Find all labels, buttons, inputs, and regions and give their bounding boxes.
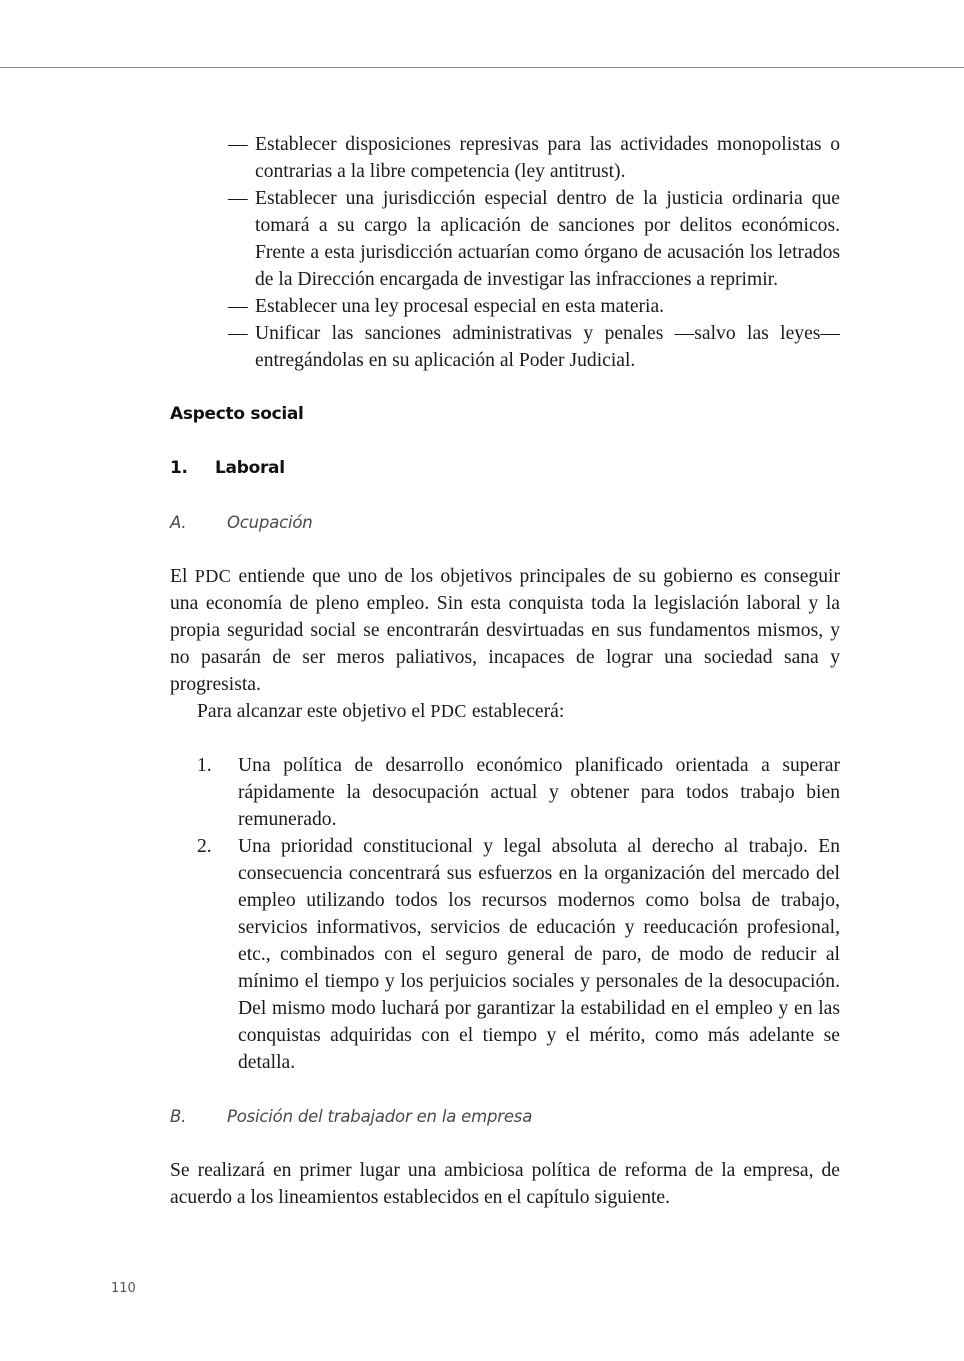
text-run: entiende que uno de los objetivos principales de su gobierno es conseguir una economía de pleno empleo. Sin esta conquista toda la legislación laboral y la propia seguridad social se encontrarán desvirtuadas en sus fundamentos mismos, y no pasarán de ser meros paliativos, incapaces de lograr una sociedad sana y progresista.: [170, 566, 840, 695]
bullet-mark: —: [228, 296, 248, 317]
subheading-b: [170, 1103, 840, 1130]
list-item-text: Establecer una ley procesal especial en esta materia.: [255, 296, 665, 317]
subheading-text: Ocupación: [227, 513, 313, 532]
list-item: [228, 293, 840, 320]
subheading-a: [170, 509, 840, 536]
page-number: 110: [111, 1281, 136, 1296]
subheading-letter: A.: [170, 513, 187, 532]
abbreviation: PDC: [430, 701, 467, 721]
paragraph-block: [170, 563, 840, 725]
list-item-text: Una prioridad constitucional y legal absoluta al derecho al trabajo. En consecuencia concentrará sus esfuerzos en la organización del mercado del empleo utilizando todos los recursos modernos como bolsa de trabajo, servicios informativos, servicios de educación y reeducación profesional, etc., combinados con el seguro general de paro, de modo de reducir al mínimo el tiempo y los perjuicios sociales y personales de la desocupación. Del mismo modo luchará por garantizar la estabilidad en el empleo y en las conquistas adquiridas con el tiempo y el mérito, como más adelante se detalla.: [238, 836, 840, 1073]
list-item: [228, 320, 840, 374]
bullet-mark: —: [228, 188, 248, 209]
paragraph: Se realizará en primer lugar una ambiciosa política de reforma de la empresa, de acuerdo a los lineamientos establecidos en el capítulo siguiente.: [170, 1160, 840, 1208]
section-heading: Aspecto social: [170, 404, 304, 424]
list-item: [197, 752, 840, 833]
list-item-text: Una política de desarrollo económico planificado orientada a superar rápidamente la desocupación actual y obtener para todos trabajo bien remunerado.: [238, 755, 840, 830]
bullet-mark: —: [228, 323, 248, 344]
header-rule: [0, 67, 964, 68]
subheading-letter: B.: [170, 1107, 187, 1126]
text-run: establecerá:: [466, 701, 565, 722]
heading-text: Laboral: [215, 458, 285, 478]
list-item-text: Establecer disposiciones represivas para las actividades monopolistas o contrarias a la libre competencia (ley antitrust).: [255, 134, 840, 182]
bullet-mark: —: [228, 134, 248, 155]
paragraph: [170, 563, 840, 698]
text-run: Para alcanzar este objetivo el: [197, 701, 431, 722]
dash-list: [170, 131, 840, 374]
abbreviation: PDC: [194, 566, 232, 586]
paragraph-block: [170, 1157, 840, 1211]
subheading-text: Posición del trabajador en la empresa: [227, 1107, 533, 1126]
list-item-text: Establecer una jurisdicción especial dentro de la justicia ordinaria que tomará a su cargo la aplicación de sanciones por delitos económicos. Frente a esta jurisdicción actuarían como órgano de acusación los letrados de la Dirección encargada de investigar las infracciones a reprimir.: [255, 188, 840, 290]
list-item: [228, 131, 840, 185]
text-run: El: [170, 566, 195, 587]
page-body: [170, 131, 840, 1211]
paragraph: [170, 698, 840, 725]
numbered-list: [170, 752, 840, 1076]
list-number: 1.: [197, 755, 212, 776]
list-number: 2.: [197, 836, 212, 857]
list-item: [197, 833, 840, 1076]
list-item: [228, 185, 840, 293]
subsection-heading: [170, 455, 840, 482]
list-item-text: Unificar las sanciones administrativas y penales —salvo las leyes— entregándolas en su aplicación al Poder Judicial.: [255, 323, 840, 371]
heading-number: 1.: [170, 458, 188, 478]
